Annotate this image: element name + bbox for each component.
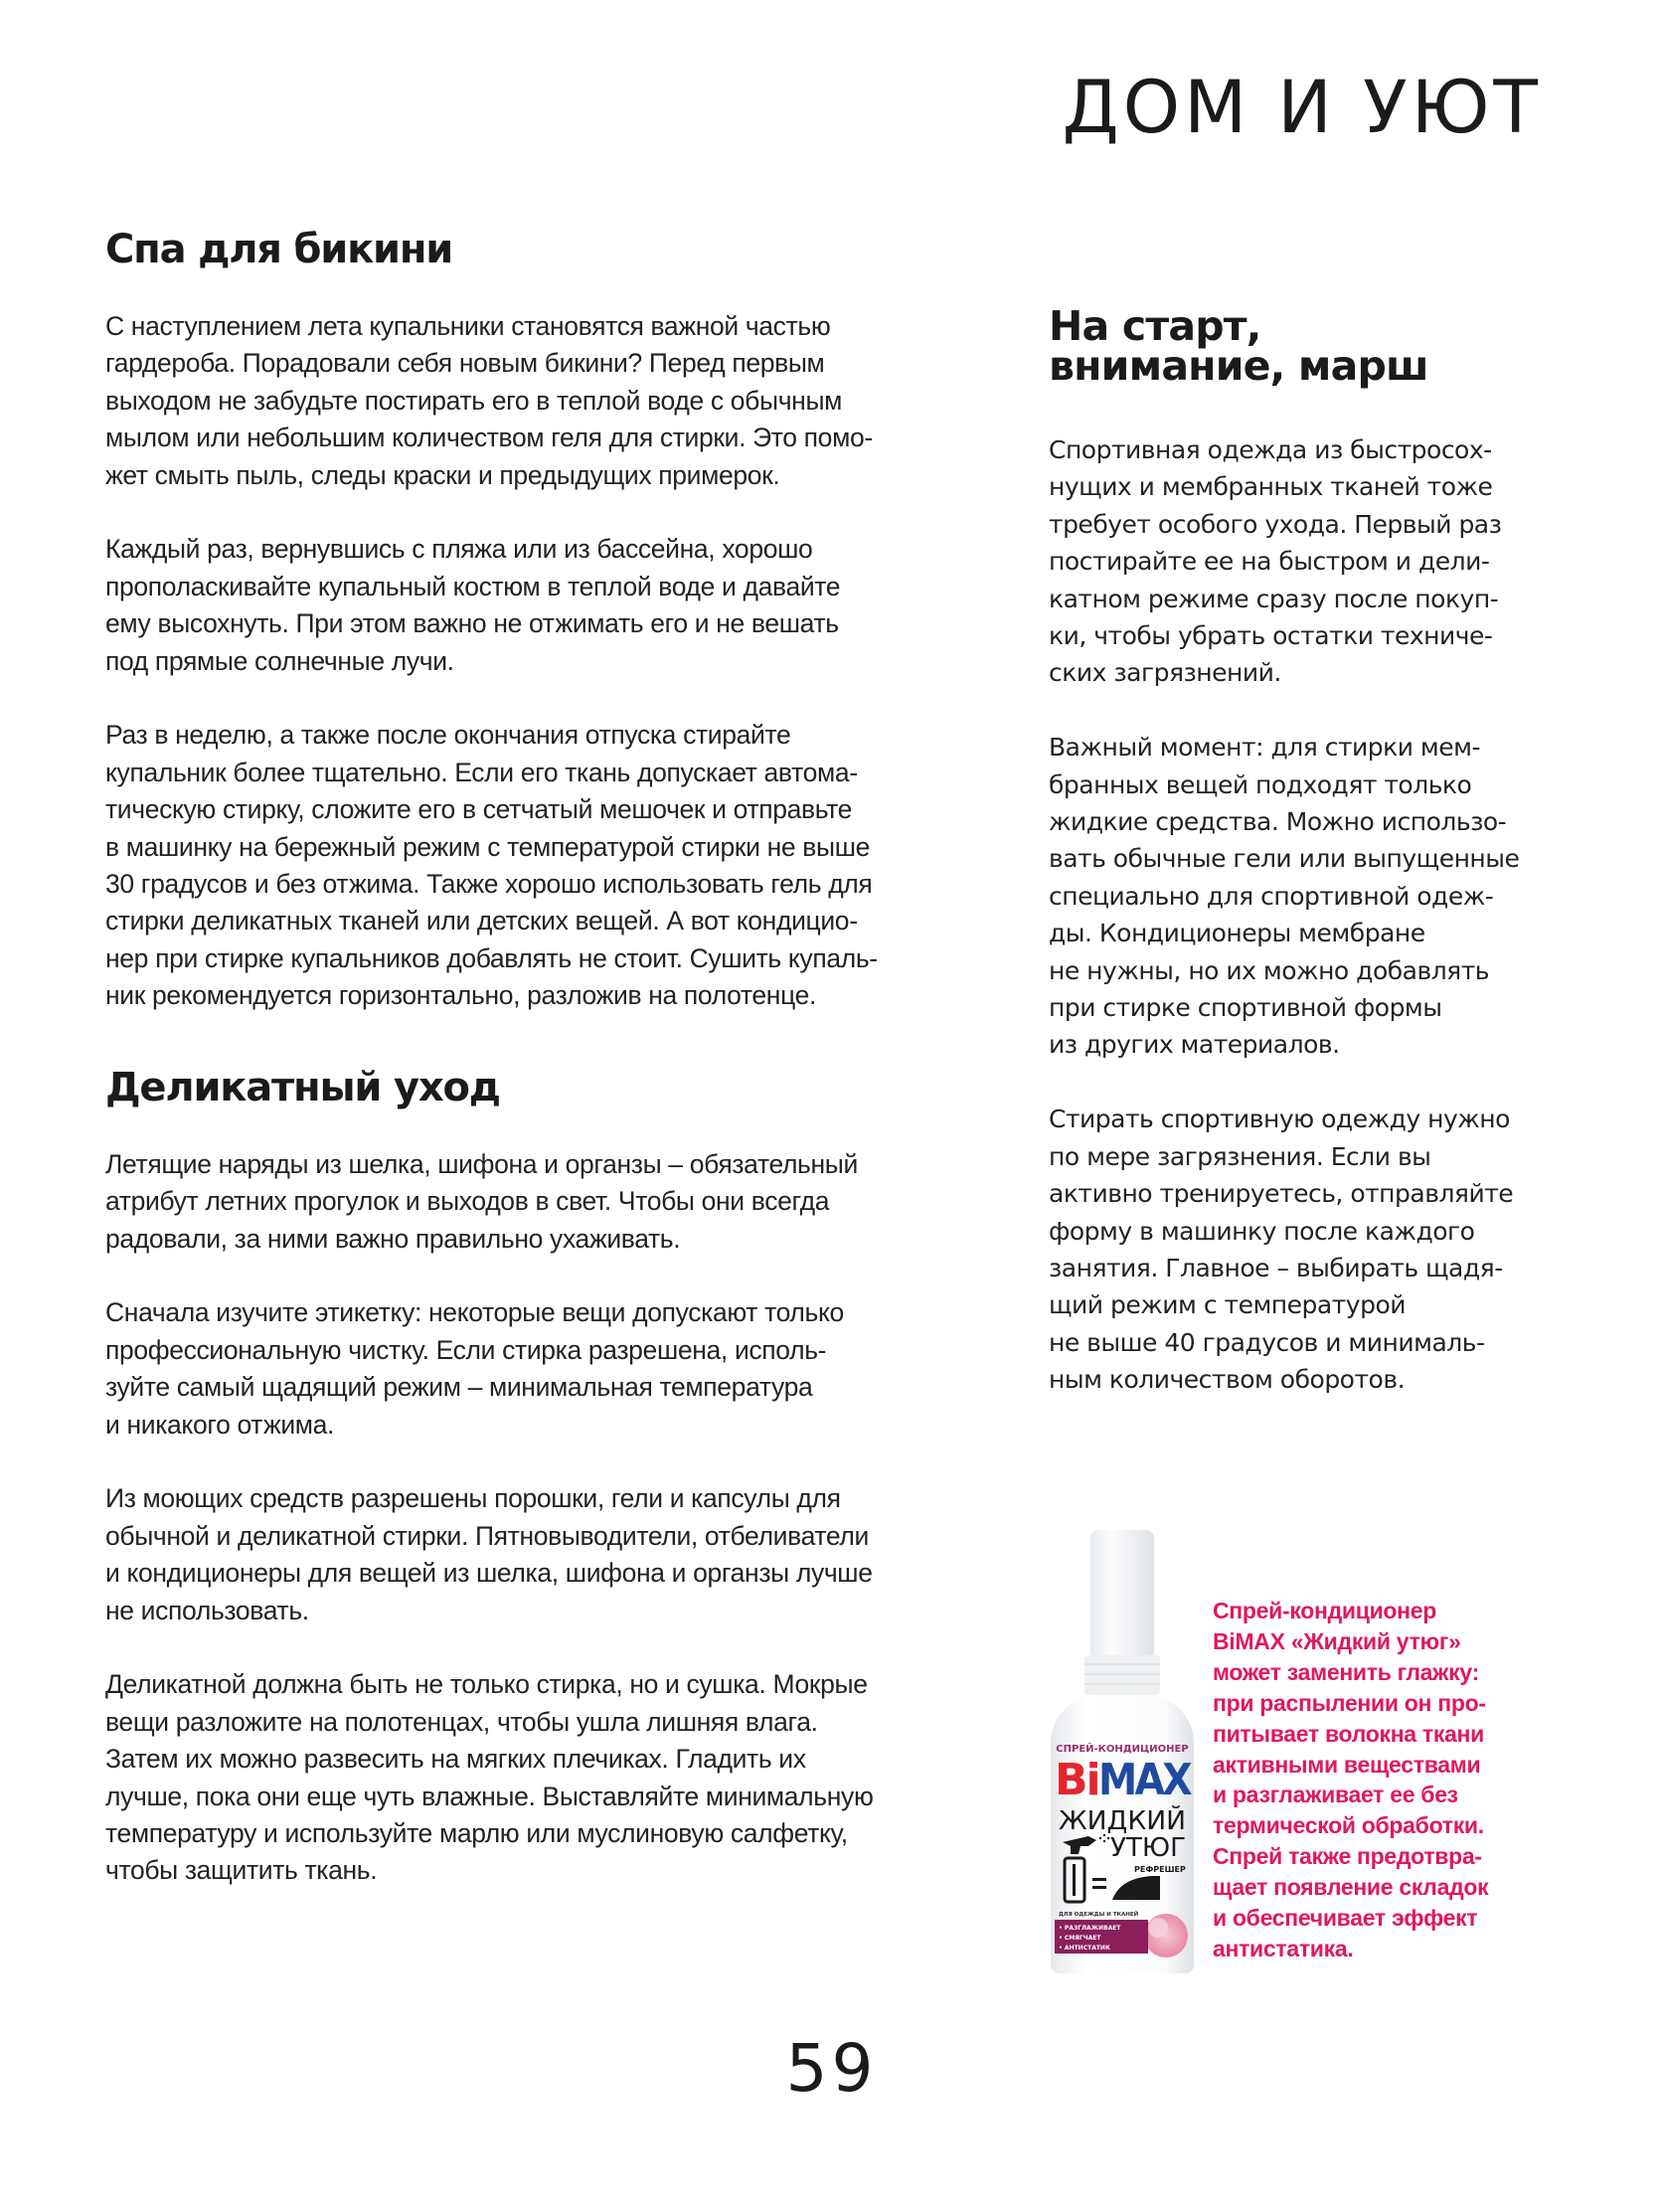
text-line: и никакого отжима. xyxy=(105,1409,335,1440)
text-line: специально для спортивной одеж- xyxy=(1049,881,1494,911)
text-line: мылом или небольшим количеством геля для стирки. Это помо- xyxy=(105,423,873,453)
text-line: форму в машинку после каждого xyxy=(1049,1216,1475,1246)
text-line: по мере загрязнения. Если вы xyxy=(1049,1141,1431,1171)
text-line: Из моющих средств разрешены порошки, гели и капсулы для xyxy=(105,1483,841,1514)
bikini-spa-body xyxy=(105,308,1000,1015)
text-line: Затем их можно развесить на мягких плечиках. Гладить их xyxy=(105,1744,806,1775)
text-line: в машинку на бережный режим с температурой стирки не выше xyxy=(105,831,871,862)
heading-bikini-spa: Спа для бикини xyxy=(105,227,453,272)
text-line: гардероба. Порадовали себя новым бикини? Перед первым xyxy=(105,348,825,379)
text-line: не использовать. xyxy=(105,1595,309,1625)
text-line: лучше, пока они еще чуть влажные. Выставляйте минимальную xyxy=(105,1781,874,1811)
text-line: ник рекомендуется горизонтально, разложив на полотенце. xyxy=(105,980,816,1011)
caption-line: активными веществами xyxy=(1213,1751,1481,1778)
paragraph xyxy=(105,531,1000,680)
text-line: атрибут летних прогулок и выходов в свет. Чтобы они всегда xyxy=(105,1186,830,1217)
svg-text:ЖИДКИЙ: ЖИДКИЙ xyxy=(1059,1806,1184,1836)
text-line: Летящие наряды из шелка, шифона и органзы – обязательный xyxy=(105,1148,858,1179)
right-column xyxy=(1049,302,1605,1399)
text-line: обычной и деликатной стирки. Пятновыводители, отбеливатели xyxy=(105,1520,869,1551)
text-line: при стирке спортивной формы xyxy=(1049,993,1442,1023)
caption-line: и обеспечивает эффект xyxy=(1213,1905,1478,1932)
text-line: катном режиме сразу после покуп- xyxy=(1049,584,1499,613)
text-line: ки, чтобы убрать остатки техниче- xyxy=(1049,621,1493,651)
text-line: вать обычные гели или выпущенные xyxy=(1049,844,1520,874)
paragraph xyxy=(105,1146,1000,1258)
text-line: Каждый раз, вернувшись с пляжа или из бассейна, хорошо xyxy=(105,534,813,565)
text-line: чтобы защитить ткань. xyxy=(105,1855,378,1886)
text-line: температуру и используйте марлю или муслиновую салфетку, xyxy=(105,1817,848,1848)
caption-line: антистатика. xyxy=(1213,1935,1354,1961)
caption-line: и разглаживает ее без xyxy=(1213,1782,1458,1808)
text-line: радовали, за ними важно правильно ухаживать. xyxy=(105,1223,681,1254)
text-line: тическую стирку, сложите его в сетчатый мешочек и отправьте xyxy=(105,794,852,825)
caption-line: щает появление складок xyxy=(1213,1874,1489,1901)
caption-line: термической обработки. xyxy=(1213,1812,1484,1839)
svg-text:• РАЗГЛАЖИВАЕТ: • РАЗГЛАЖИВАЕТ xyxy=(1059,1925,1121,1932)
text-line: не выше 40 градусов и минималь- xyxy=(1049,1327,1485,1357)
svg-text:РЕФРЕШЕР: РЕФРЕШЕР xyxy=(1134,1865,1186,1874)
paragraph xyxy=(105,717,1000,1014)
svg-text:СПРЕЙ-КОНДИЦИОНЕР: СПРЕЙ-КОНДИЦИОНЕР xyxy=(1056,1744,1189,1755)
text-line: Деликатной должна быть не только стирка, но и сушка. Мокрые xyxy=(105,1669,868,1700)
text-line: купальник более тщательно. Если его ткань допускает автома- xyxy=(105,757,858,787)
svg-text:УТЮГ: УТЮГ xyxy=(1110,1833,1186,1863)
text-line: Раз в неделю, а также после окончания отпуска стирайте xyxy=(105,720,791,751)
text-line: под прямые солнечные лучи. xyxy=(105,645,454,676)
text-line: прополаскивайте купальный костюм в теплой воде и давайте xyxy=(105,571,841,601)
delicate-care-body xyxy=(105,1146,1000,1890)
svg-text:MAX: MAX xyxy=(1098,1755,1193,1805)
heading-ready-set-go xyxy=(1049,302,1605,390)
text-line: не нужны, но их можно добавлять xyxy=(1049,955,1490,985)
text-line: ских загрязнений. xyxy=(1049,658,1281,688)
svg-text:• АНТИСТАТИК: • АНТИСТАТИК xyxy=(1059,1945,1110,1952)
text-line: зуйте самый щадящий режим – минимальная температура xyxy=(105,1372,813,1403)
page-number xyxy=(0,2030,1663,2107)
text-line: Спортивная одежда из быстросох- xyxy=(1049,435,1492,464)
text-line: Сначала изучите этикетку: некоторые вещи допускают только xyxy=(105,1297,844,1328)
text-line: Важный момент: для стирки мем- xyxy=(1049,733,1481,763)
text-line: ным количеством оборотов. xyxy=(1049,1365,1406,1395)
product-caption xyxy=(1213,1596,1551,1964)
text-line: нер при стирке купальников добавлять не стоит. Сушить купаль- xyxy=(105,942,878,973)
caption-line: питывает волокна ткани xyxy=(1213,1720,1484,1747)
text-line: жидкие средства. Можно использо- xyxy=(1049,807,1507,837)
heading-line: На старт, xyxy=(1049,302,1261,350)
text-line: С наступлением лета купальники становятся важной частью xyxy=(105,311,831,341)
text-line: ему высохнуть. При этом важно не отжимать его и не вешать xyxy=(105,608,839,639)
section-title: ДОМ И УЮТ xyxy=(1062,66,1542,150)
text-line: нущих и мембранных тканей тоже xyxy=(1049,472,1493,502)
paragraph xyxy=(1049,1101,1605,1398)
sportswear-body xyxy=(1049,431,1605,1399)
svg-text:Bi: Bi xyxy=(1055,1755,1099,1805)
product-bottle-image xyxy=(1049,1526,1196,1975)
left-column xyxy=(105,229,1000,1890)
text-line: занятия. Главное – выбирать щадя- xyxy=(1049,1253,1503,1282)
text-line: щий режим с температурой xyxy=(1049,1290,1406,1320)
text-line: Стирать спортивную одежду нужно xyxy=(1049,1105,1510,1134)
heading-delicate-care: Деликатный уход xyxy=(105,1064,500,1110)
caption-line: BiMAX «Жидкий утюг» xyxy=(1213,1627,1461,1654)
paragraph xyxy=(105,1294,1000,1444)
paragraph xyxy=(1049,729,1605,1064)
text-line: 30 градусов и без отжима. Также хорошо использовать гель для xyxy=(105,869,873,900)
text-line: бранных вещей подходят только xyxy=(1049,769,1472,799)
text-line: вещи разложите на полотенцах, чтобы ушла лишняя влага. xyxy=(105,1706,818,1737)
text-line: профессиональную чистку. Если стирка разрешена, исполь- xyxy=(105,1334,827,1365)
text-line: ды. Кондиционеры мембране xyxy=(1049,919,1425,948)
text-line: активно тренируетесь, отправляйте xyxy=(1049,1179,1514,1209)
text-line: стирки деликатных тканей или детских вещей. А вот кондицио- xyxy=(105,906,858,936)
text-line: постирайте ее на быстром и дели- xyxy=(1049,547,1490,577)
text-line: и кондиционеры для вещей из шелка, шифона и органзы лучше xyxy=(105,1558,873,1589)
paragraph xyxy=(105,1480,1000,1629)
heading-line: внимание, марш xyxy=(1049,342,1428,390)
text-line: жет смыть пыль, следы краски и предыдущих примерок. xyxy=(105,459,780,490)
paragraph xyxy=(105,308,1000,494)
page-number-text: 59 xyxy=(785,2030,878,2107)
text-line: требует особого ухода. Первый раз xyxy=(1049,509,1502,539)
svg-text:• СМЯГЧАЕТ: • СМЯГЧАЕТ xyxy=(1059,1935,1101,1942)
paragraph xyxy=(105,1666,1000,1889)
caption-line: может заменить глажку: xyxy=(1213,1658,1479,1685)
caption-line: Спрей также предотвра- xyxy=(1213,1843,1482,1870)
caption-line: Спрей-кондиционер xyxy=(1213,1598,1436,1623)
text-line: выходом не забудьте постирать его в теплой воде с обычным xyxy=(105,385,843,416)
text-line: из других материалов. xyxy=(1049,1030,1340,1060)
svg-text:ДЛЯ ОДЕЖДЫ И ТКАНЕЙ: ДЛЯ ОДЕЖДЫ И ТКАНЕЙ xyxy=(1059,1912,1139,1918)
caption-line: при распылении он про- xyxy=(1213,1689,1486,1716)
paragraph xyxy=(1049,431,1605,692)
